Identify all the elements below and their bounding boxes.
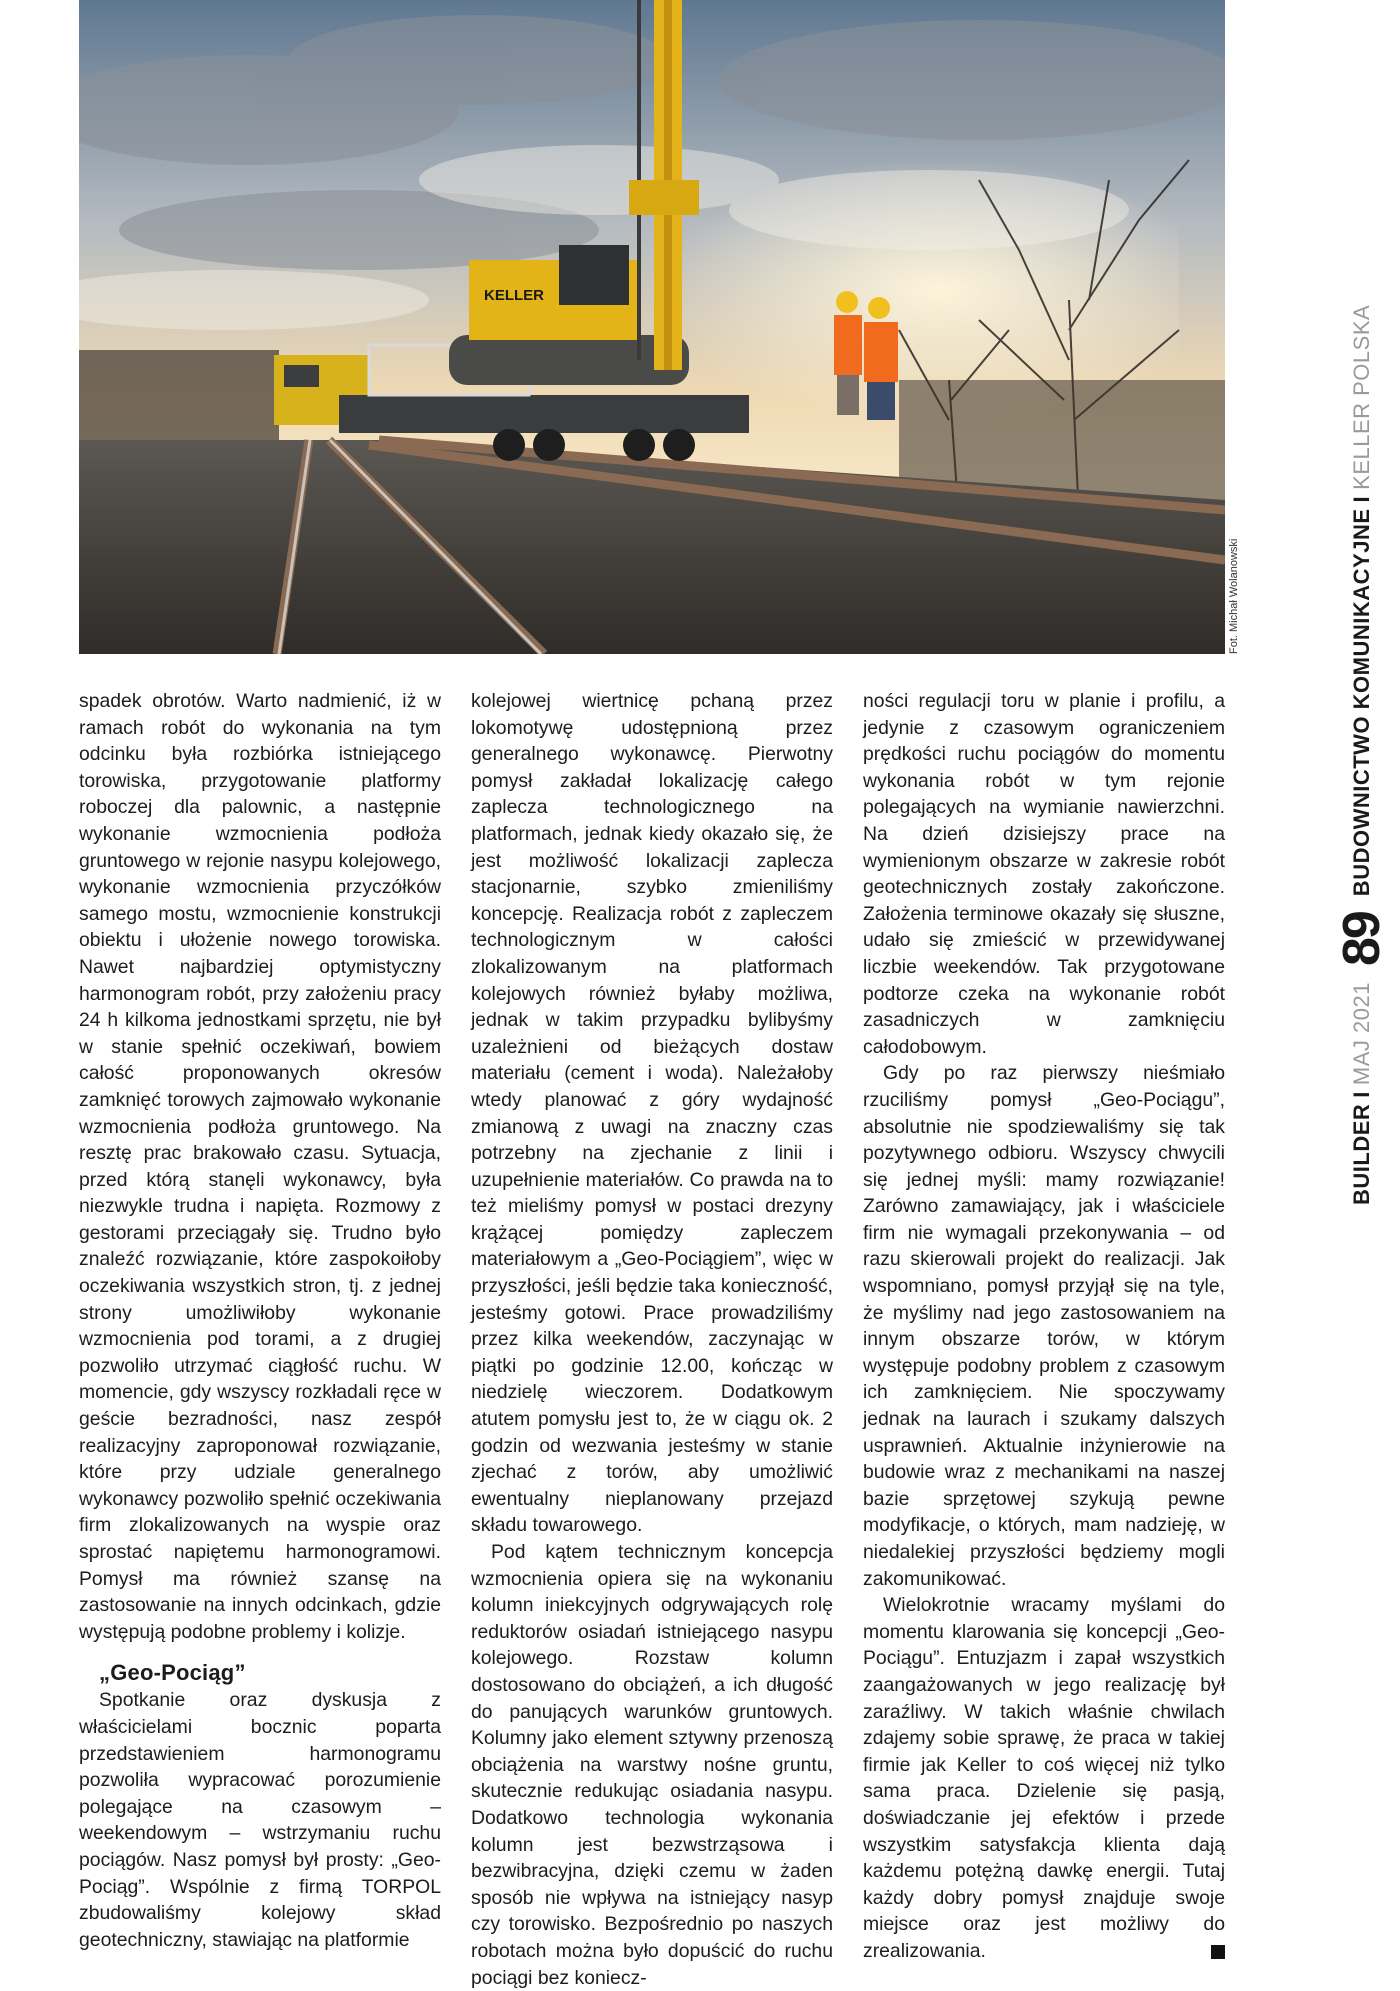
page-number: 89: [1333, 912, 1391, 967]
issue-date: MAJ 2021: [1349, 982, 1374, 1086]
section-heading: „Geo-Pociąg”: [99, 1660, 246, 1686]
photo-credit: Fot. Michał Wolanowski: [1228, 538, 1240, 654]
paragraph: spadek obrotów. Warto nadmienić, iż w ramach robót do wykonania na tym odcinku była rozbiórka istniejącego torowiska, przygotowanie platformy roboczej dla palownic, a następnie wykonanie wzmocnienia podłoża gruntowego w rejonie nasypu kolejowego, wykonanie wzmocnienia przyczółków samego mostu, wzmocnienie konstrukcji obiektu i ułożenie nowego torowiska. Nawet najbardziej optymistyczny harmonogram robót, przy założeniu pracy 24 h kilkoma jednostkami sprzętu, nie był w stanie spełnić oczekiwań, bowiem całość proponowanych okresów zamknięć torowych zajmowało wykonanie wzmocnienia podłoża gruntowego. Na resztę prac brakowało czasu. Sytuacja, przed którą stanęli wykonawcy, była niezwykle trudna i napięta. Rozmowy z gestorami przeciągały się. Trudno było znaleźć rozwiązanie, które zaspokoiłoby oczekiwania wszystkich stron, tj. z jednej strony umożliwiłoby wykonanie wzmocnienia pod torami, a z drugiej pozwoliło utrzymać ciągłość ruchu. W momencie, gdy wszyscy rozkładali ręce w geście bezradności, nasz zespół realizacyjny zaproponował rozwiązanie, które przy udziale generalnego wykonawcy pozwoliło spełnić oczekiwania firm zlokalizowanych na wyspie oraz sprostać napiętemu harmonogramowi. Pomysł ma również szansę na zastosowanie na innych odcinkach, gdzie występują podobne problemy i kolizje.: [79, 690, 441, 1643]
publication-name: BUILDER: [1349, 1103, 1374, 1205]
end-of-article-mark: [1211, 1945, 1225, 1959]
article-column-2: [471, 688, 833, 1991]
paragraph: Gdy po raz pierwszy nieśmiało rzuciliśmy pomysł „Geo-Pociągu”, absolutnie nie spodziewaliśmy się tak pozytywnego odbioru. Wszyscy chwycili się jednej myśli: mamy rozwiązanie! Zarówno zamawiający, jak i właściciele firm nie wymagali przekonywania – od razu skierowali projekt do realizacji. Jak wspomniano, pomysł przyjął się na tyle, że myślimy nad jego zastosowaniem na innym obszarze torów, w którym występuje podobny problem z czasowym ich zamknięciem. Nie spoczywamy jednak na laurach i szukamy dalszych usprawnień. Aktualnie inżynierowie na budowie wraz z mechanikami na naszej bazie sprzętowej szykują pewne modyfikacje, o których, mam nadzieję, w niedalekiej przyszłości będziemy mogli zakomunikować.: [863, 1062, 1225, 1590]
section-name: BUDOWNICTWO KOMUNIKACYJNE: [1349, 508, 1374, 897]
article-photo: [79, 0, 1225, 654]
railway-drilling-train-illustration: [79, 0, 1225, 654]
article-column-1: [79, 688, 441, 1953]
vertical-masthead: [1333, 304, 1391, 1205]
paragraph: ności regulacji toru w planie i profilu, a jedynie z czasowym ograniczeniem prędkości ruchu pociągów do momentu wykonania robót w tym rejonie polegających na wymianie nawierzchni. Na dzień dzisiejszy prace na wymienionym obszarze w zakresie robót geotechnicznych zostały zakończone. Założenia terminowe okazały się słuszne, udało się zmieścić w przewidywanej liczbie weekendów. Tak przygotowane podtorze czeka na wykonanie robót zasadniczych w zamknięciu całodobowym.: [863, 690, 1225, 1058]
paragraph: Spotkanie oraz dyskusja z właścicielami bocznic poparta przedstawieniem harmonogramu pozwoliła wypracować porozumienie polegające na czasowym – weekendowym – wstrzymaniu ruchu pociągów. Nasz pomysł był prosty: „Geo-Pociąg”. Wspólnie z firmą TORPOL zbudowaliśmy kolejowy skład geotechniczny, stawiając na platformie: [79, 1689, 441, 1951]
masthead-separator: I: [1349, 1091, 1374, 1098]
section-separator: I: [1349, 495, 1374, 503]
paragraph-final: [863, 1592, 1225, 1964]
paragraph: kolejowej wiertnicę pchaną przez lokomotywę udostępnioną przez generalnego wykonawcę. Pierwotny pomysł zakładał lokalizację całego zaplecza technologicznego na platformach, jednak kiedy okazało się, że jest możliwość lokalizacji zaplecza stacjonarnie, szybko zmieniliśmy koncepcję. Realizacja robót z zapleczem technologicznym w całości zlokalizowanym na platformach kolejowych również byłaby możliwa, jednak w takim przypadku bylibyśmy uzależnieni od bieżących dostaw materiału (cement i woda). Należałoby wtedy planować z góry wydajność zmianową z uwagi na znaczny czas potrzebny na zjechanie z linii i uzupełnienie materiałów. Co prawda na to też mieliśmy pomysł w postaci drezyny krążącej pomiędzy zapleczem materiałowym a „Geo-Pociągiem”, więc w przyszłości, jeśli będzie taka konieczność, jesteśmy gotowi. Prace prowadziliśmy przez kilka weekendów, zaczynając w piątki po godzinie 12.00, kończąc w niedzielę wieczorem. Dodatkowym atutem pomysłu jest to, że w ciągu ok. 2 godzin od wezwania jesteśmy w stanie zjechać z torów, aby umożliwić ewentualny nieplanowany przejazd składu towarowego.: [471, 690, 833, 1537]
keller-machine-logo: KELLER: [484, 287, 544, 304]
paragraph-final-text: Wielokrotnie wracamy myślami do momentu klarowania się koncepcji „Geo-Pociągu”. Entuzjazm i zapał wszystkich zaangażowanych w jego realizację był zaraźliwy. W takich właśnie chwilach zdajemy sobie sprawę, że praca w takiej firmie jak Keller to coś więcej niż tylko sama praca. Dzielenie się pasją, doświadczanie jej efektów i przede wszystkim satysfakcja klienta dają każdemu potężną dawkę energii. Tutaj każdy dobry pomysł znajduje swoje miejsce oraz jest możliwy do zrealizowania.: [863, 1594, 1225, 1962]
article-column-3: [863, 688, 1225, 1965]
paragraph: Pod kątem technicznym koncepcja wzmocnienia opiera się na wykonaniu kolumn iniekcyjnych odgrywających rolę reduktorów osiadań istniejącego nasypu kolejowego. Rozstaw kolumn dostosowano do obciążeń, a ich długość do panujących warunków gruntowych. Kolumny jako element sztywny przenoszą obciążenia na warstwy nośne gruntu, skutecznie redukując osiadania nasypu. Dodatkowo technologia wykonania kolumn jest bezwstrząsowa i bezwibracyjna, dzięki czemu w żaden sposób nie wpływa na istniejący nasyp czy torowisko. Bezpośrednio po naszych robotach można było dopuścić do ruchu pociągi bez koniecz-: [471, 1541, 833, 1989]
article-body: [79, 688, 1225, 1989]
company-name: KELLER POLSKA: [1349, 304, 1374, 490]
